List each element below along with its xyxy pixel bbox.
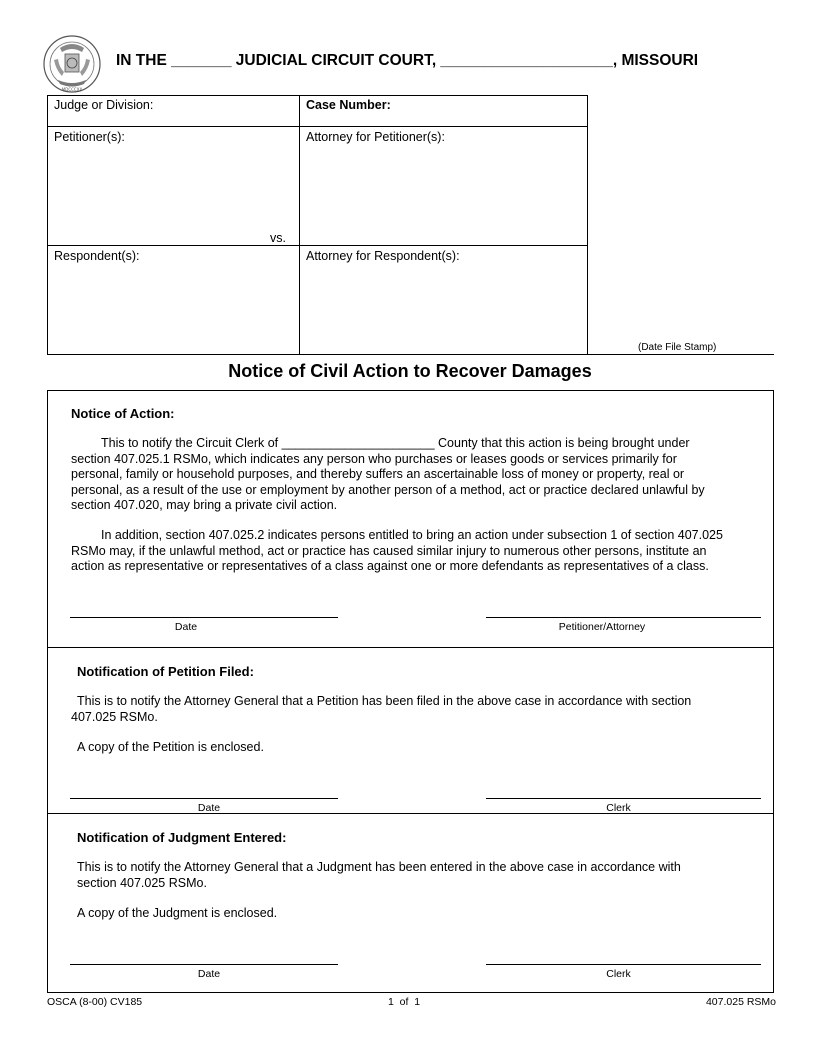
paragraph-line: personal, as a result of the use or employment by another person of a method, act or practice declared unlawful by <box>71 482 705 497</box>
divider <box>47 245 588 246</box>
divider <box>587 354 774 355</box>
paragraph-line: RSMo may, if the unlawful method, act or practice has caused similar injury to numerous other persons, institute an <box>71 543 707 558</box>
petition-filed-paragraph <box>71 694 691 725</box>
judge-division-label: Judge or Division: <box>54 98 154 112</box>
judgment-copy-line: A copy of the Judgment is enclosed. <box>77 906 278 920</box>
divider <box>299 95 300 355</box>
petition-filed-heading: Notification of Petition Filed: <box>77 664 254 679</box>
page-number: 1 of 1 <box>388 996 421 1008</box>
notice-paragraph-2 <box>71 528 723 575</box>
paragraph-line: section 407.025 RSMo. <box>77 875 207 890</box>
missouri-seal-icon <box>42 34 102 94</box>
paragraph-line: section 407.020, may bring a private civil action. <box>71 498 338 512</box>
clerk-label: Clerk <box>606 968 631 980</box>
date-signature-line[interactable] <box>70 798 338 799</box>
paragraph-line: In addition, section 407.025.2 indicates persons entitled to bring an action under subsection 1 of section 407.025 <box>101 528 723 542</box>
judgment-entered-heading: Notification of Judgment Entered: <box>77 830 287 845</box>
date-label: Date <box>197 802 221 814</box>
petition-copy-line: A copy of the Petition is enclosed. <box>77 740 264 754</box>
divider <box>47 126 588 127</box>
paragraph-line: 407.025 RSMo. <box>71 709 158 724</box>
date-signature-line[interactable] <box>70 617 338 618</box>
vs-label: vs. <box>270 231 286 245</box>
notice-of-action-heading: Notice of Action: <box>71 406 175 421</box>
paragraph-line: This is to notify the Attorney General that a Judgment has been entered in the above case in accordance with <box>77 860 681 874</box>
attorney-respondent-label: Attorney for Respondent(s): <box>306 249 460 263</box>
clerk-signature-line[interactable] <box>486 964 761 965</box>
statute-reference: 407.025 RSMo <box>705 996 776 1008</box>
petitioner-attorney-label: Petitioner/Attorney <box>558 621 646 633</box>
date-label: Date <box>197 968 221 980</box>
clerk-signature-line[interactable] <box>486 798 761 799</box>
judgment-entered-paragraph <box>77 860 681 891</box>
page-title: Notice of Civil Action to Recover Damages <box>228 361 592 381</box>
notice-of-action-panel <box>47 390 774 648</box>
petitioner-signature-line[interactable] <box>486 617 761 618</box>
court-header: IN THE _______ JUDICIAL CIRCUIT COURT, ____________________, MISSOURI <box>116 52 699 69</box>
paragraph-line: section 407.025.1 RSMo, which indicates any person who purchases or leases goods or services primarily for <box>71 451 677 466</box>
paragraph-line: This to notify the Circuit Clerk of ______________________ County that this action is being brought under <box>101 436 690 450</box>
paragraph-line: personal, family or household purposes, and thereby suffers an ascertainable loss of money or property, real or <box>71 467 685 481</box>
attorney-petitioner-label: Attorney for Petitioner(s): <box>306 130 445 144</box>
respondent-label: Respondent(s): <box>54 249 140 263</box>
notice-paragraph-1 <box>71 436 705 514</box>
date-file-stamp-label: (Date File Stamp) <box>638 342 717 353</box>
case-number-label: Case Number: <box>306 98 391 112</box>
date-signature-line[interactable] <box>70 964 338 965</box>
paragraph-line: This is to notify the Attorney General that a Petition has been filed in the above case in accordance with section <box>77 694 692 708</box>
date-label: Date <box>174 621 198 633</box>
petitioner-label: Petitioner(s): <box>54 130 125 144</box>
form-id: OSCA (8-00) CV185 <box>47 996 143 1008</box>
clerk-label: Clerk <box>606 802 631 814</box>
svg-text:MDCCCXX: MDCCCXX <box>61 87 83 92</box>
paragraph-line: action as representative or representatives of a class against one or more defendants as representatives of a class. <box>71 559 709 573</box>
